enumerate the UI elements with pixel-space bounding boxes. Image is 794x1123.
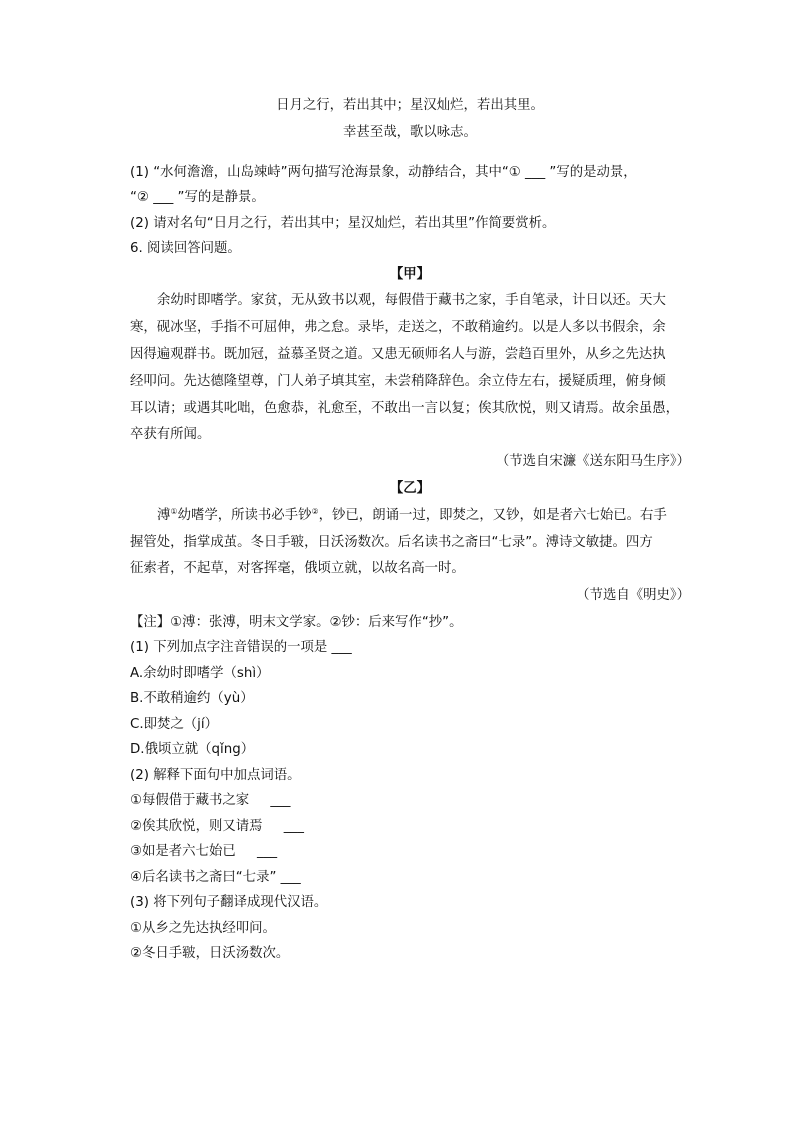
- q6-sub2-item-3: ③如是者六七始已 ___: [130, 844, 278, 860]
- option-d: D.俄顷立就（qǐng）: [130, 742, 255, 758]
- poem-line-1: 日月之行，若出其中；星汉灿烂，若出其里。: [276, 98, 544, 113]
- q5-sub1-line1: (1) “水何澹澹，山岛竦峙”两句描写沧海景象，动静结合，其中“① ___ ”写的是动景，: [130, 164, 637, 180]
- q6-sub2-item-1: ①每假借于藏书之家 ___: [130, 793, 291, 809]
- annotation-note: 【注】①溥：张溥，明末文学家。②钞：后来写作“抄”。: [130, 614, 463, 630]
- spacer: [130, 147, 690, 160]
- jia-line-2: 寒，砚冰坚，手指不可屈伸，弗之怠。录毕，走送之，不敢稍逾约。以是人多以书假余，余: [130, 320, 666, 336]
- jia-line-3: 因得遍观群书。既加冠，益慕圣贤之道。又患无硕师名人与游，尝趋百里外，从乡之先达执: [130, 346, 666, 362]
- jia-source: （节选自宋濂《送东阳马生序》）: [495, 454, 690, 470]
- note-ref-2: ②: [311, 506, 319, 516]
- option-a: A.余幼时即嗜学（shì）: [130, 665, 270, 681]
- note-ref-1: ①: [170, 506, 178, 516]
- document-page: [130, 93, 690, 967]
- poem-line-2: 幸甚至哉，歌以咏志。: [343, 124, 477, 140]
- jia-line-5: 耳以请；或遇其叱咄，色愈恭，礼愈至，不敢出一言以复；俟其欣悦，则又请焉。故余虽愚，: [130, 400, 680, 416]
- yi-text-b: 幼嗜学，所读书必手钞: [177, 507, 312, 523]
- yi-source: （节选自《明史》）: [576, 588, 690, 604]
- q6-sub2-item-4: ④后名读书之斋曰“七录” ___: [130, 869, 301, 885]
- q6-sub3-item-2: ②冬日手皲，日沃汤数次。: [130, 946, 290, 962]
- q6-sub3-item-1: ①从乡之先达执经叩问。: [130, 920, 276, 936]
- yi-line-2: 握管处，指掌成茧。冬日手皲，日沃汤数次。后名读书之斋曰“七录”。溥诗文敏捷。四方: [130, 534, 653, 550]
- q6-sub3-title: (3) 将下列句子翻译成现代汉语。: [130, 895, 328, 911]
- q5-sub2: (2) 请对名句“日月之行，若出其中；星汉灿烂，若出其里”作简要赏析。: [130, 215, 556, 231]
- jia-heading: 【甲】: [389, 266, 431, 282]
- q6-title: 6. 阅读回答问题。: [130, 241, 241, 257]
- q6-sub2-item-2: ②俟其欣悦，则又请焉 ___: [130, 818, 304, 834]
- jia-line-6: 卒获有所闻。: [130, 427, 211, 443]
- q6-sub2-title: (2) 解释下面句中加点词语。: [130, 767, 301, 783]
- yi-text-c: ，钞已，朗诵一过，即焚之，又钞，如是者六七始已。右手: [318, 507, 667, 523]
- yi-line-1: [130, 503, 690, 530]
- yi-heading: 【乙】: [389, 480, 431, 496]
- jia-line-4: 经叩问。先达德隆望尊，门人弟子填其室，未尝稍降辞色。余立侍左右，援疑质理，俯身倾: [130, 373, 666, 389]
- yi-text-a: 溥: [157, 507, 171, 523]
- option-b: B.不敢稍逾约（yù）: [130, 691, 254, 707]
- jia-line-1: 余幼时即嗜学。家贫，无从致书以观，每假借于藏书之家，手自笔录，计日以还。天大: [157, 293, 666, 309]
- yi-line-3: 征索者，不起草，对客挥毫，俄顷立就，以故名高一时。: [130, 561, 465, 577]
- option-c: C.即焚之（jí）: [130, 716, 218, 732]
- q6-sub1-title: (1) 下列加点字注音错误的一项是 ___: [130, 640, 352, 656]
- q5-sub1-line2: “② ___ ”写的是静景。: [130, 190, 265, 206]
